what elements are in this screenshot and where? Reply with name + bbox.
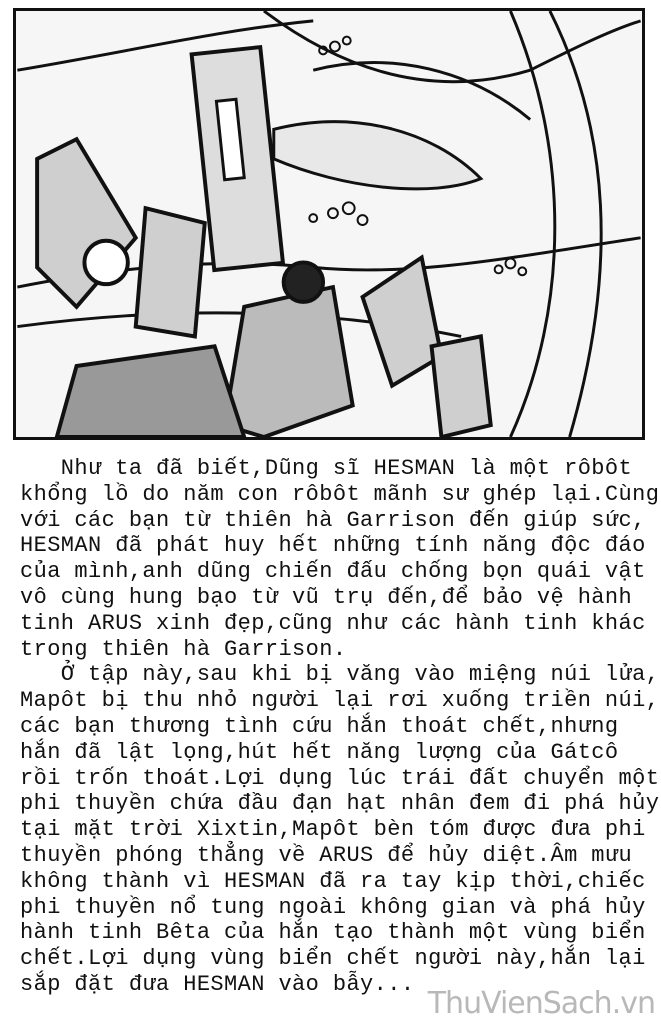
text-line: tinh ARUS xinh đẹp,cũng như các hành tinh khác	[20, 610, 646, 636]
text-line: chết.Lợi dụng vùng biển chết người này,hắn lại	[20, 946, 646, 972]
watermark: ThuVienSach.vn	[427, 986, 655, 1021]
text-line: Ở tập này,sau khi bị văng vào miệng núi lửa,	[20, 662, 660, 688]
text-line: thuyền phóng thẳng về ARUS để hủy diệt.Âm mưu	[20, 842, 633, 868]
text-line: sắp đặt đưa HESMAN vào bẫy...	[20, 971, 415, 997]
text-line: phi thuyền nổ tung ngoài không gian và phá hủy	[20, 894, 646, 920]
text-line: HESMAN đã phát huy hết những tính năng độc đáo	[20, 533, 646, 559]
text-line: Như ta đã biết,Dũng sĩ HESMAN là một rôbôt	[20, 456, 633, 481]
text-line: hành tinh Bêta của hắn tạo thành một vùng biển	[20, 920, 646, 946]
text-line: trong thiên hà Garrison.	[20, 636, 347, 662]
text-line: tại mặt trời Xixtin,Mapôt bèn tóm được đưa phi	[20, 817, 646, 843]
story-summary-text	[20, 456, 660, 998]
text-line: khổng lồ do năm con rôbôt mãnh sư ghép lại.Cùng	[20, 481, 660, 507]
text-line: Mapôt bị thu nhỏ người lại rơi xuống triền núi,	[20, 688, 660, 714]
text-line: rồi trốn thoát.Lợi dụng lúc trái đất chuyển một	[20, 765, 660, 791]
text-line: không thành vì HESMAN đã ra tay kịp thời,chiếc	[20, 868, 646, 894]
text-line: phi thuyền chứa đầu đạn hạt nhân đem đi phá hủy	[20, 791, 660, 817]
text-line: vô cùng hung bạo từ vũ trụ đến,để bảo vệ hành	[20, 584, 633, 610]
robot-shark-illustration-icon	[16, 11, 642, 437]
text-line: với các bạn từ thiên hà Garrison đến giúp sức,	[20, 507, 646, 533]
text-line: hắn đã lật lọng,hút hết năng lượng của Gátcô	[20, 739, 619, 765]
text-line: các bạn thương tình cứu hắn thoát chết,nhưng	[20, 713, 619, 739]
comic-illustration-panel	[13, 8, 645, 440]
text-line: của mình,anh dũng chiến đấu chống bọn quái vật	[20, 559, 646, 585]
